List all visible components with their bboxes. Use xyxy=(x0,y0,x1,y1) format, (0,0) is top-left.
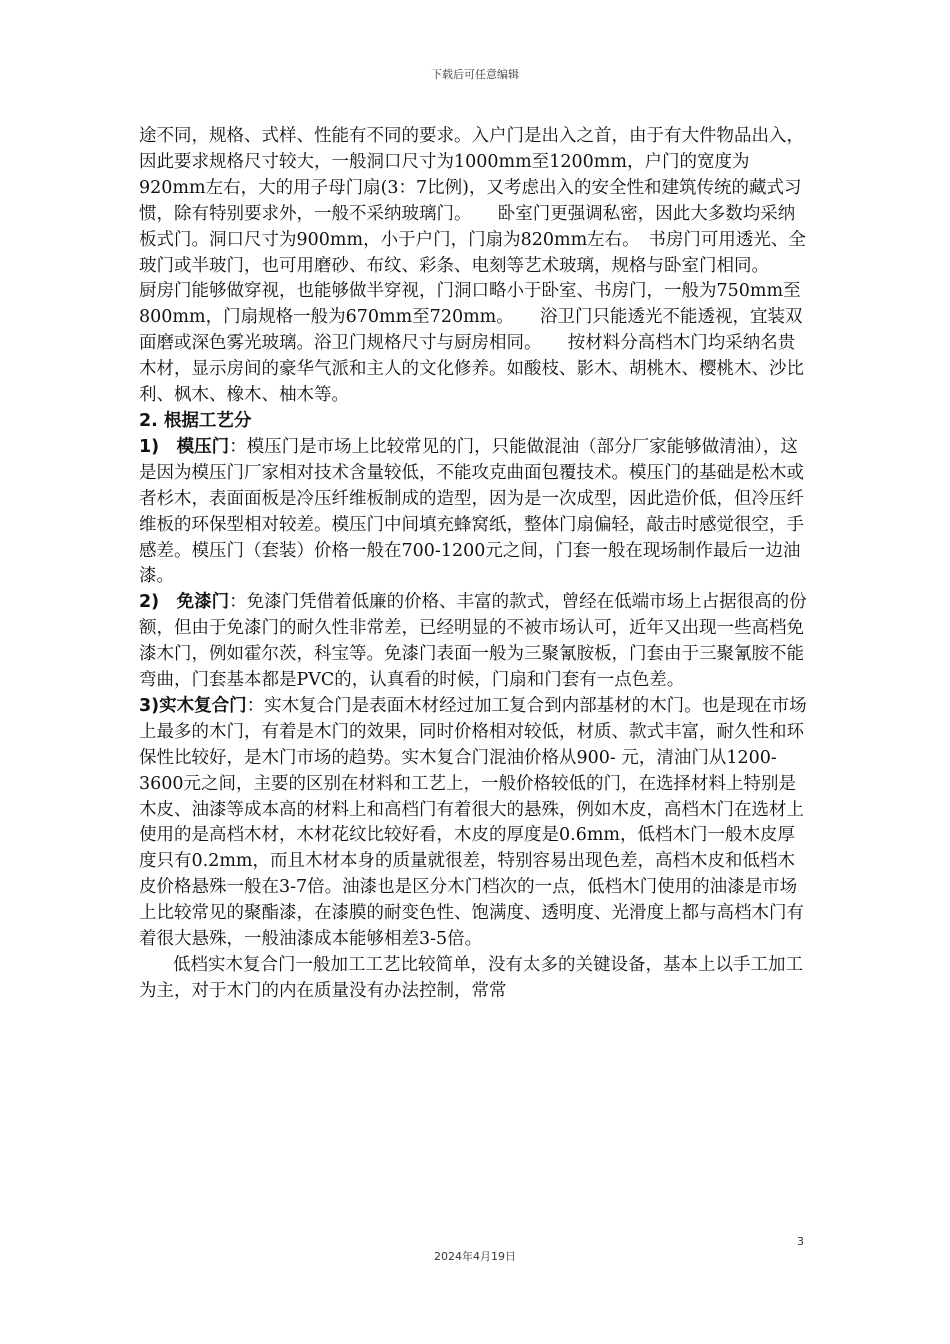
subheading-paint-free-door: 2) 免漆门 xyxy=(139,592,230,613)
document-body xyxy=(139,124,811,1005)
page-footer-date: 2024年4月19日 xyxy=(434,1250,516,1263)
paint-free-door-text: ：免漆门凭借着低廉的价格、丰富的款式，曾经在低端市场上占据很高的份额，但由于免漆门的耐久性非常差，已经明显的不被市场认可，近年又出现一些高档免漆木门，例如霍尔茨，科宝等。免漆门表面一般为三聚氰胺板，门套由于三聚氰胺不能弯曲，门套基本都是PVC的，认真看的时候，门扇和门套有一点色差。 xyxy=(139,592,807,691)
paragraph-composite-door xyxy=(139,694,811,953)
composite-door-text: ：实木复合门是表面木材经过加工复合到内部基材的木门。也是现在市场上最多的木门，有着是木门的效果，同时价格相对较低，材质、款式丰富，耐久性和环保性比较好，是木门市场的趋势。实木复合门混油价格从900- 元，清油门从1200-3600元之间，主要的区别在材料和工艺上，一般价格较低的门，在选择材料上特别是木皮、油漆等成本高的材料上和高档门有着很大的悬殊，例如木皮，高档木门在选材上使用的是高档木材，木材花纹比较好看，木皮的厚度是0.6mm，低档木门一般木皮厚度只有0.2mm，而且木材本身的质量就很差，特别容易出现色差，高档木皮和低档木皮价格悬殊一般在3-7倍。油漆也是区分木门档次的一点，低档木门使用的油漆是市场上比较常见的聚酯漆，在漆膜的耐变色性、饱满度、透明度、光滑度上都与高档木门有着很大悬殊，一般油漆成本能够相差3-5倍。 xyxy=(139,695,807,950)
section-heading-by-craft: 2. 根据工艺分 xyxy=(139,410,252,431)
subheading-molded-door: 1) 模压门 xyxy=(139,436,230,457)
molded-door-text: ：模压门是市场上比较常见的门，只能做混油（部分厂家能够做清油），这是因为模压门厂家相对技术含量较低，不能攻克曲面包覆技术。模压门的基础是松木或者杉木，表面面板是冷压纤维板制成的造型，因为是一次成型，因此造价低，但冷压纤维板的环保型相对较差。模压门中间填充蜂窝纸，整体门扇偏轻，敲击时感觉很空，手感差。模压门（套装）价格一般在700-1200元之间，门套一般在现场制作最后一边油漆。 xyxy=(139,436,804,587)
page-header: 下载后可任意编辑 xyxy=(431,68,519,81)
paragraph-low-end-composite: 低档实木复合门一般加工工艺比较简单，没有太多的关键设备，基本上以手工加工为主，对于木门的内在质量没有办法控制，常常 xyxy=(139,955,803,1001)
subheading-composite-door: 3)实木复合门 xyxy=(139,695,247,716)
paragraph-door-usage: 途不同，规格、式样、性能有不同的要求。入户门是出入之首，由于有大件物品出入，因此要求规格尺寸较大，一般洞口尺寸为1000mm至1200mm，户门的宽度为920mm左右，大的用子母门扇(3：7比例)，又考虑出入的安全性和建筑传统的藏式习惯，除有特别要求外，一般不采纳玻璃门。 卧室门更强调私密，因此大多数均采纳板式门。洞口尺寸为900mm，小于户门，门扇为820mm左右。 书房门可用透光、全玻门或半玻门，也可用磨砂、布纹、彩条、电刻等艺术玻璃，规格与卧室门相同。 厨房门能够做穿视，也能够做半穿视，门洞口略小于卧室、书房门，一般为750mm至800mm，门扇规格一般为670mm至720mm。 浴卫门只能透光不能透视，宜装双面磨或深色雾光玻璃。浴卫门规格尺寸与厨房相同。 按材料分高档木门均采纳名贵木材，显示房间的豪华气派和主人的文化修养。如酸枝、影木、胡桃木、樱桃木、沙比利、枫木、橡木、柚木等。 xyxy=(139,126,806,406)
paragraph-paint-free-door xyxy=(139,590,811,694)
page-number: 3 xyxy=(797,1235,804,1248)
paragraph-molded-door xyxy=(139,435,811,590)
